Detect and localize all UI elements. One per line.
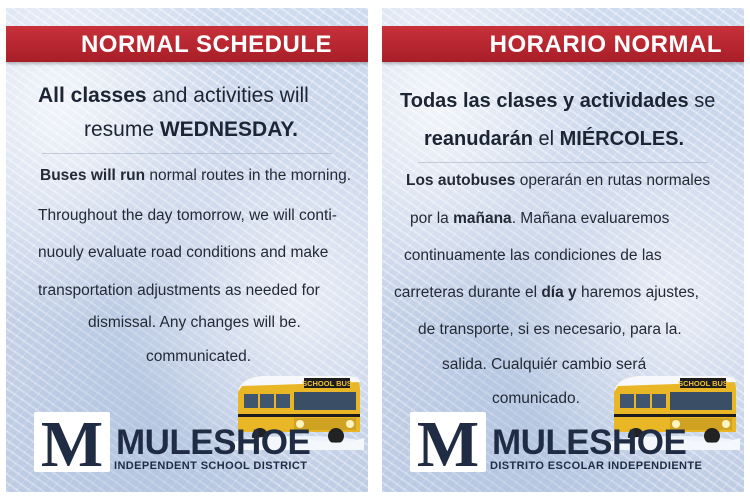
body-line-3: continuamente las condiciones de las	[404, 247, 662, 264]
body-line-2	[382, 210, 744, 228]
body-line-4	[382, 284, 744, 302]
banner-title: HORARIO NORMAL	[489, 31, 722, 58]
district-subtitle: DISTRITO ESCOLAR INDEPENDIENTE	[490, 460, 703, 472]
body-text: haremos ajustes,	[576, 284, 699, 301]
spanish-announcement-poster	[382, 8, 744, 492]
body-bold: Buses will run	[40, 167, 146, 184]
body-bold: Los autobuses	[406, 172, 516, 189]
district-name: MULESHOE	[492, 423, 687, 462]
logo-letter: M	[40, 410, 104, 474]
banner-title: NORMAL SCHEDULE	[80, 31, 332, 58]
headline-text: resume	[84, 118, 160, 141]
english-announcement-poster	[6, 8, 368, 492]
body-line-7: comunicado.	[492, 390, 580, 407]
banner	[382, 26, 744, 62]
divider	[42, 153, 332, 154]
headline-line-1	[6, 84, 368, 108]
headline-line-1	[382, 90, 744, 113]
body-text: . Mañana evaluaremos	[511, 210, 670, 227]
body-line-2: Throughout the day tomorrow, we will conti-	[38, 207, 337, 224]
logo-letter: M	[416, 410, 480, 474]
headline-bold: All classes	[38, 84, 147, 107]
headline-day: MIÉRCOLES.	[559, 128, 685, 150]
body-line-3: nuouly evaluate road conditions and make	[38, 244, 329, 261]
body-line-6: salida. Cualquiér cambio será	[442, 356, 647, 373]
headline-bold: Todas las clases y actividades	[400, 90, 689, 112]
bus-sign-text: SCHOOL BUS	[678, 379, 728, 388]
body-line-4: transportation adjustments as needed for	[38, 282, 320, 299]
muleshoe-m-logo	[32, 410, 112, 474]
headline-text: el	[532, 128, 560, 150]
body-bold: mañana	[453, 210, 512, 227]
bus-sign-text: SCHOOL BUS	[302, 379, 352, 388]
body-text: por la	[410, 210, 454, 227]
headline-line-2	[6, 118, 368, 142]
body-line-5: de transporte, si es necesario, para la.	[418, 321, 682, 338]
body-text: carreteras durante el	[394, 284, 542, 301]
district-subtitle: INDEPENDENT SCHOOL DISTRICT	[114, 460, 308, 472]
divider	[418, 162, 708, 163]
body-line-1	[382, 172, 744, 190]
body-line-5: dismissal. Any changes will be.	[88, 314, 301, 331]
headline-text: se	[688, 90, 716, 112]
body-line-6: communicated.	[146, 348, 252, 365]
body-text: normal routes in the morning.	[145, 167, 351, 184]
headline-bold: reanudarán	[424, 128, 533, 150]
headline-text: and activities will	[146, 84, 309, 107]
district-name: MULESHOE	[116, 423, 311, 462]
body-text: operarán en rutas normales	[515, 172, 711, 189]
headline-line-2	[382, 128, 744, 151]
muleshoe-m-logo	[408, 410, 488, 474]
body-line-1	[6, 167, 368, 185]
banner	[6, 26, 368, 62]
body-bold: día y	[541, 284, 577, 301]
headline-day: WEDNESDAY.	[159, 118, 298, 141]
